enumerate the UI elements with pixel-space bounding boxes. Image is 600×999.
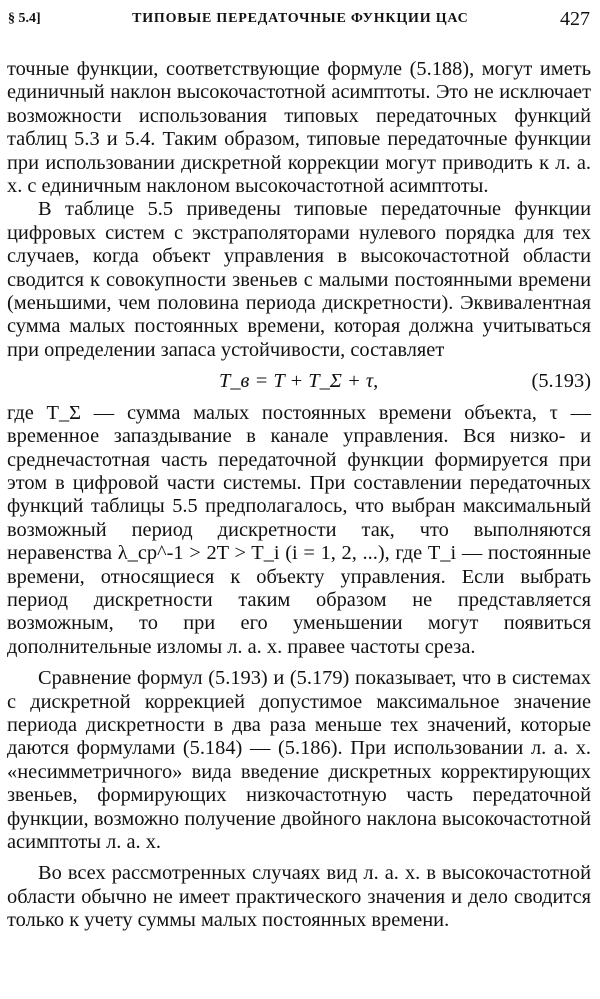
equation-formula: T_в = T + T_Σ + τ, <box>219 370 379 393</box>
page-body <box>7 58 591 933</box>
page-number: 427 <box>559 7 590 30</box>
equation-5-193 <box>7 370 591 393</box>
page-header <box>8 4 590 34</box>
paragraph-2: В таблице 5.5 приведены типовые передаточные функции цифровых систем с экстраполяторами нулевого порядка для тех случаев, когда объект управления в высокочастотной области сводится к совокупности звеньев с малыми постоянными времени (меньшими, чем половина периода дискретности). Эквивалентная сумма малых постоянных времени, которая должна учитываться при определении запаса устойчивости, составляет <box>7 198 591 361</box>
paragraph-5: Во всех рассмотренных случаях вид л. а. х. в высокочастотной области обычно не имеет практического значения и дело сводится только к учету суммы малых постоянных времени. <box>7 862 591 932</box>
equation-number: (5.193) <box>531 370 591 393</box>
paragraph-4: Сравнение формул (5.193) и (5.179) показывает, что в системах с дискретной коррекцией допустимое максимальное значение периода дискретности в два раза меньше тех значений, которые даются формулами (5.184) — (5.186). При использовании л. а. х. «несимметричного» вида введение дискретных корректирующих звеньев, формирующих низкочастотную часть передаточной функции, возможно получение двойного наклона высокочастотной асимптоты л. а. х. <box>7 667 591 853</box>
paragraph-1: точные функции, соответствующие формуле (5.188), могут иметь единичный наклон высокочастотной асимптоты. Это не исключает возможности использования типовых передаточных функций таблиц 5.3 и 5.4. Таким образом, типовые передаточные функции при использовании дискретной коррекции могут приводить к л. а. х. с единичным наклоном высокочастотной асимптоты. <box>7 58 591 198</box>
section-reference: § 5.4] <box>8 11 41 26</box>
running-title: ТИПОВЫЕ ПЕРЕДАТОЧНЫЕ ФУНКЦИИ ЦАС <box>132 11 469 26</box>
paragraph-3: где T_Σ — сумма малых постоянных времени объекта, τ — временное запаздывание в канале управления. Вся низко- и среднечастотная часть передаточной функции формируется при этом в цифровой части системы. При составлении передаточных функций таблицы 5.5 предполагалось, что выбран максимальный возможный период дискретности так, что выполняются неравенства λ_cp^-1 > 2T > T_i (i = 1, 2, ...), где T_i — постоянные времени, относящиеся к объекту управления. Если выбрать период дискретности таким образом не представляется возможным, то при его уменьшении могут появиться дополнительные изломы л. а. х. правее частоты среза. <box>7 401 591 658</box>
